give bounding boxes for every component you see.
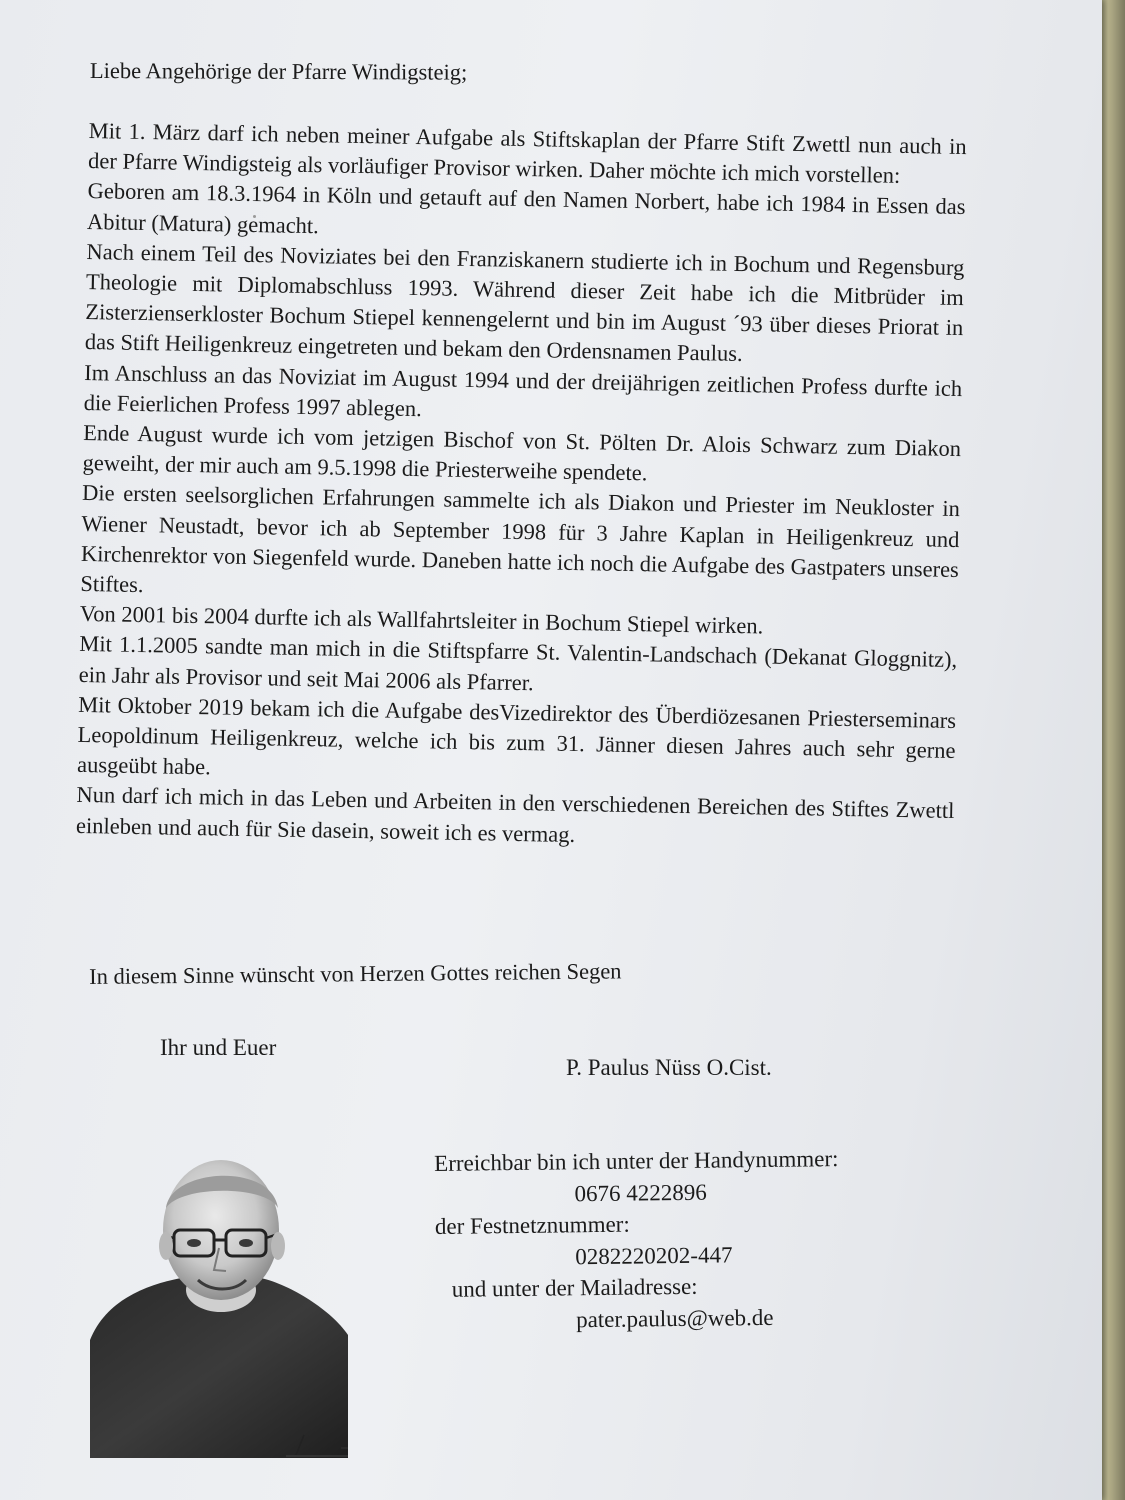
email-label: und unter der Mailadresse: bbox=[451, 1273, 698, 1302]
letter-body bbox=[76, 116, 967, 857]
email-address: pater.paulus@web.de bbox=[575, 1304, 774, 1332]
paragraph-seminary: Mit Oktober 2019 bekam ich die Aufgabe desVizedirektor des Überdiözesanen Priesterseminars Leopoldinum Heiligenkreuz, welche ich bis zum 31. Jänner diesen Jahres auch sehr gerne ausgeübt habe. bbox=[76, 691, 957, 780]
paragraph-zwettl: Nun darf ich mich in das Leben und Arbeiten in den verschiedenen Bereichen des Stiftes Zwettl einleben und auch für Sie dasein, soweit ich es vermag. bbox=[75, 782, 955, 847]
paragraph-parish: Mit 1.1.2005 sandte man mich in die Stiftspfarre St. Valentin-Landschach (Dekanat Gloggnitz), ein Jahr als Provisor und seit Mai 2006 als Pfarrer. bbox=[78, 631, 958, 695]
paragraph-pilgrimage: Von 2001 bis 2004 durfte ich als Wallfahrtsleiter in Bochum Stiepel wirken. bbox=[79, 601, 764, 639]
landline-label: der Festnetznummer: bbox=[434, 1211, 630, 1239]
paragraph-studies: Nach einem Teil des Noviziates bei den Franziskanern studierte ich in Bochum und Regensburg Theologie mit Diplomabschluss 1993. Während dieser Zeit habe ich die Mitbrüder im Zisterzienserkloster Bochum Stiepel kennengelernt und bin im August ´93 über dieses Priorat in das Stift Heiligenkreuz eingetreten und bekam den Ordensnamen Paulus. bbox=[84, 238, 965, 367]
landline-number: 0282220202-447 bbox=[575, 1241, 733, 1269]
paragraph-intro: Mit 1. März darf ich neben meiner Aufgabe als Stiftskaplan der Pfarre Stift Zwettl nun auch in der Pfarre Windigsteig als vorläufiger Provisor wirken. Daher möchte ich mich vorstellen: bbox=[87, 117, 967, 189]
paragraph-ordination: Ende August wurde ich vom jetzigen Bischof von St. Pölten Dr. Alois Schwarz zum Diakon geweiht, der mir auch am 9.5.1998 die Priesterweihe spendete. bbox=[82, 419, 962, 486]
paragraph-profess: Im Anschluss an das Noviziat im August 1994 und der dreijährigen zeitlichen Profess durfte ich die Feierlichen Profess 1997 ablegen. bbox=[83, 359, 963, 421]
letter-blessing: In diesem Sinne wünscht von Herzen Gottes reichen Segen bbox=[89, 958, 622, 989]
contact-block bbox=[434, 1142, 956, 1337]
letter-salutation: Liebe Angehörige der Pfarre Windigsteig; bbox=[89, 57, 468, 85]
mobile-label: Erreichbar bin ich unter der Handynummer: bbox=[434, 1146, 839, 1176]
letter-closing: Ihr und Euer bbox=[160, 1035, 277, 1060]
paragraph-first-experiences: Die ersten seelsorglichen Erfahrungen sammelte ich als Diakon und Priester im Neukloster in Wiener Neustadt, bevor ich ab September 1998 für 3 Jahre Kaplan in Heiligenkreuz und Kirchenrektor von Siegenfeld wurde. Daneben hatte ich noch die Aufgabe des Gastpaters unseres Stiftes. bbox=[80, 480, 961, 598]
letter-signature: P. Paulus Nüss O.Cist. bbox=[566, 1055, 772, 1080]
paragraph-birth: Geboren am 18.3.1964 in Köln und getauft auf den Namen Norbert, habe ich 1984 in Essen das Abitur (Matura) gemacht. bbox=[86, 178, 966, 238]
portrait-photo bbox=[86, 1150, 356, 1465]
mobile-number: 0676 4222896 bbox=[574, 1179, 707, 1206]
